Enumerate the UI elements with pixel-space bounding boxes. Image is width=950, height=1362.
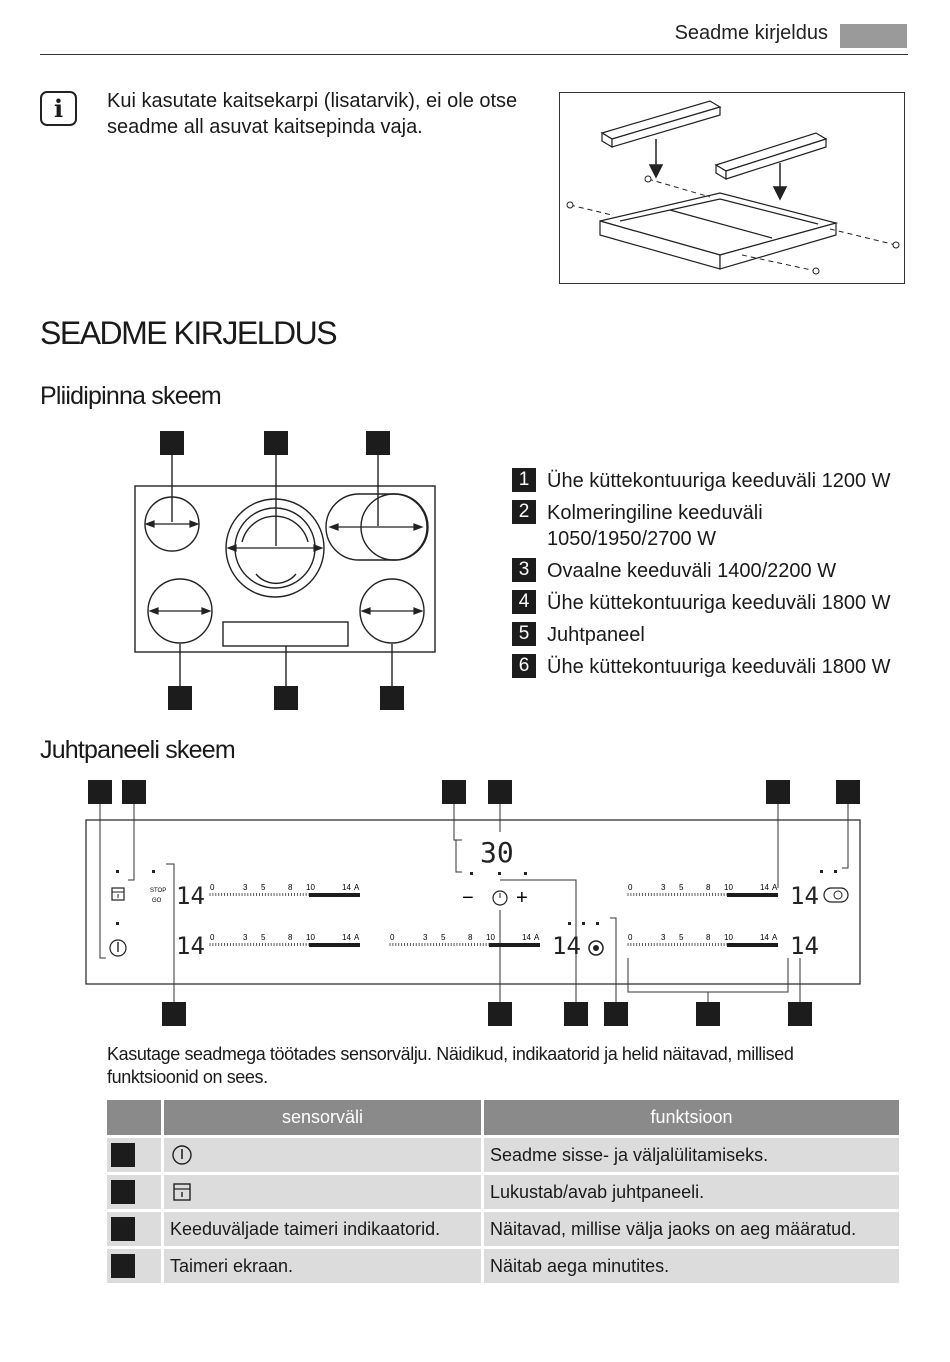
slider-label: 10 [306,883,315,892]
slider-label: 0 [628,883,633,892]
slider-label: 3 [661,933,666,942]
function-cell: Näitavad, millise välja jaoks on aeg määratud. [484,1212,899,1246]
zone-display-middle: 14 [552,932,581,960]
header-tab-marker [840,24,907,48]
sensor-cell [164,1138,484,1172]
power-icon[interactable] [110,940,126,956]
slider-bar [727,893,778,897]
zone-display-right-bottom: 14 [790,932,819,960]
callout-square [366,431,390,455]
slider-label: 3 [423,933,428,942]
panel-diagram-title: Juhtpaneeli skeem [40,736,235,764]
table-row [107,1175,899,1209]
callout-square [564,1002,588,1026]
slider-label: 14 [342,933,351,942]
slider-label: 3 [661,883,666,892]
bridge-icon[interactable] [589,941,603,955]
slider-label: A [772,933,778,942]
info-icon: i [40,91,77,126]
callout-square [264,431,288,455]
slider-label: 14 [760,883,769,892]
callout-square [88,780,112,804]
slider-label: 5 [261,933,266,942]
protection-box-illustration [559,92,905,284]
slider-bar [309,943,360,947]
slider-label: 10 [306,933,315,942]
slider-label: 14 [522,933,531,942]
timer-icon[interactable] [493,891,507,905]
legend-number: 1 [512,468,536,492]
hob-diagram-title: Pliidipinna skeem [40,382,221,410]
function-cell: Lukustab/avab juhtpaneeli. [484,1175,899,1209]
header-cell [107,1100,164,1135]
oval-zone-icon[interactable] [824,888,848,902]
callout-square [766,780,790,804]
zone-2-arc-top [242,516,308,542]
sensor-cell [164,1175,484,1209]
plus-button[interactable]: + [516,887,528,909]
callout-square [788,1002,812,1026]
row-marker [107,1249,164,1283]
lock-icon [170,1180,194,1204]
callout-square [442,780,466,804]
zone-display-left-top: 14 [176,882,205,910]
callout-square [488,1002,512,1026]
row-marker [107,1212,164,1246]
slider-label: 8 [706,933,711,942]
slider-label: 10 [724,933,733,942]
legend-text: Kolmeringiline keeduväli 1050/1950/2700 W [547,502,763,550]
legend-number: 3 [512,558,536,582]
slider-label: 0 [210,933,215,942]
slider-label: A [772,883,778,892]
row-marker [107,1138,164,1172]
callout-square [604,1002,628,1026]
slider-label: 14 [342,883,351,892]
slider-label: 8 [288,933,293,942]
legend-number: 5 [512,622,536,646]
legend-text: Ühe küttekontuuriga keeduväli 1200 W [547,470,891,492]
callout-square [696,1002,720,1026]
slider-label: 8 [706,883,711,892]
table-row [107,1249,899,1283]
timer-display: 30 [480,836,514,869]
zone-display-right-top: 14 [790,882,819,910]
header-divider [40,54,908,55]
hob-diagram [120,424,450,716]
legend-number: 2 [512,500,536,524]
sensor-cell: Keeduväljade taimeri indikaatorid. [164,1212,484,1246]
legend-number: 6 [512,654,536,678]
function-cell: Näitab aega minutites. [484,1249,899,1283]
slider-label: 8 [468,933,473,942]
info-note: Kui kasutate kaitsekarpi (lisatarvik), ei ole otse seadme all asuvat kaitsepinda vaja. [107,90,518,138]
callout-square [836,780,860,804]
legend-text: Ühe küttekontuuriga keeduväli 1800 W [547,656,891,678]
legend-item [512,590,907,616]
callout-square [168,686,192,710]
slider-label: A [354,933,360,942]
legend-item [512,654,907,680]
zone-display-left-bottom: 14 [176,932,205,960]
intro-text: Kasutage seadmega töötades sensorvälju. Näidikud, indikaatorid ja helid näitavad, millised funktsioonid on sees. [107,1044,794,1087]
table-row [107,1212,899,1246]
slider-label: 3 [243,883,248,892]
header-cell: sensorväli [164,1100,484,1135]
slider-label: 0 [210,883,215,892]
slider-label: 3 [243,933,248,942]
table-header-row [107,1100,899,1135]
slider-label: A [354,883,360,892]
power-sliders[interactable] [210,883,778,947]
hob-outline [135,486,435,652]
legend-item [512,500,907,552]
power-icon [170,1143,194,1167]
callout-square [122,780,146,804]
callout-square [160,431,184,455]
protection-box-drawing [560,93,906,285]
slider-bar [309,893,360,897]
slider-label: 0 [628,933,633,942]
callout-square [274,686,298,710]
slider-label: 5 [679,883,684,892]
legend-text: Ovaalne keeduväli 1400/2200 W [547,560,837,582]
minus-button[interactable]: − [462,887,474,909]
slider-bar [727,943,778,947]
slider-label: 8 [288,883,293,892]
callout-square [380,686,404,710]
page-header-title: Seadme kirjeldus [674,22,828,44]
zone-2-arc-bottom [256,574,296,583]
slider-label: 0 [390,933,395,942]
control-panel-diagram [80,776,880,1032]
legend-text: Ühe küttekontuuriga keeduväli 1800 W [547,592,891,614]
function-cell: Seadme sisse- ja väljalülitamiseks. [484,1138,899,1172]
section-title: SEADME KIRJELDUS [40,315,337,351]
slider-label: 10 [486,933,495,942]
go-label[interactable]: GO [152,898,162,904]
lock-icon[interactable] [112,888,124,900]
zone-5-panel [223,622,348,646]
legend-item [512,468,907,494]
slider-label: A [534,933,540,942]
stop-label[interactable]: STOP [150,888,167,894]
legend-number: 4 [512,590,536,614]
slider-bar [489,943,540,947]
header-cell: funktsioon [484,1100,899,1135]
legend-item [512,558,907,584]
slider-label: 14 [760,933,769,942]
slider-label: 10 [724,883,733,892]
callout-square [162,1002,186,1026]
sensor-cell: Taimeri ekraan. [164,1249,484,1283]
callout-square [488,780,512,804]
slider-label: 5 [261,883,266,892]
function-table [107,1097,899,1286]
legend-text: Juhtpaneel [547,624,645,646]
table-row [107,1138,899,1172]
row-marker [107,1175,164,1209]
hob-legend [512,468,907,686]
slider-label: 5 [679,933,684,942]
slider-label: 5 [441,933,446,942]
legend-item [512,622,907,648]
